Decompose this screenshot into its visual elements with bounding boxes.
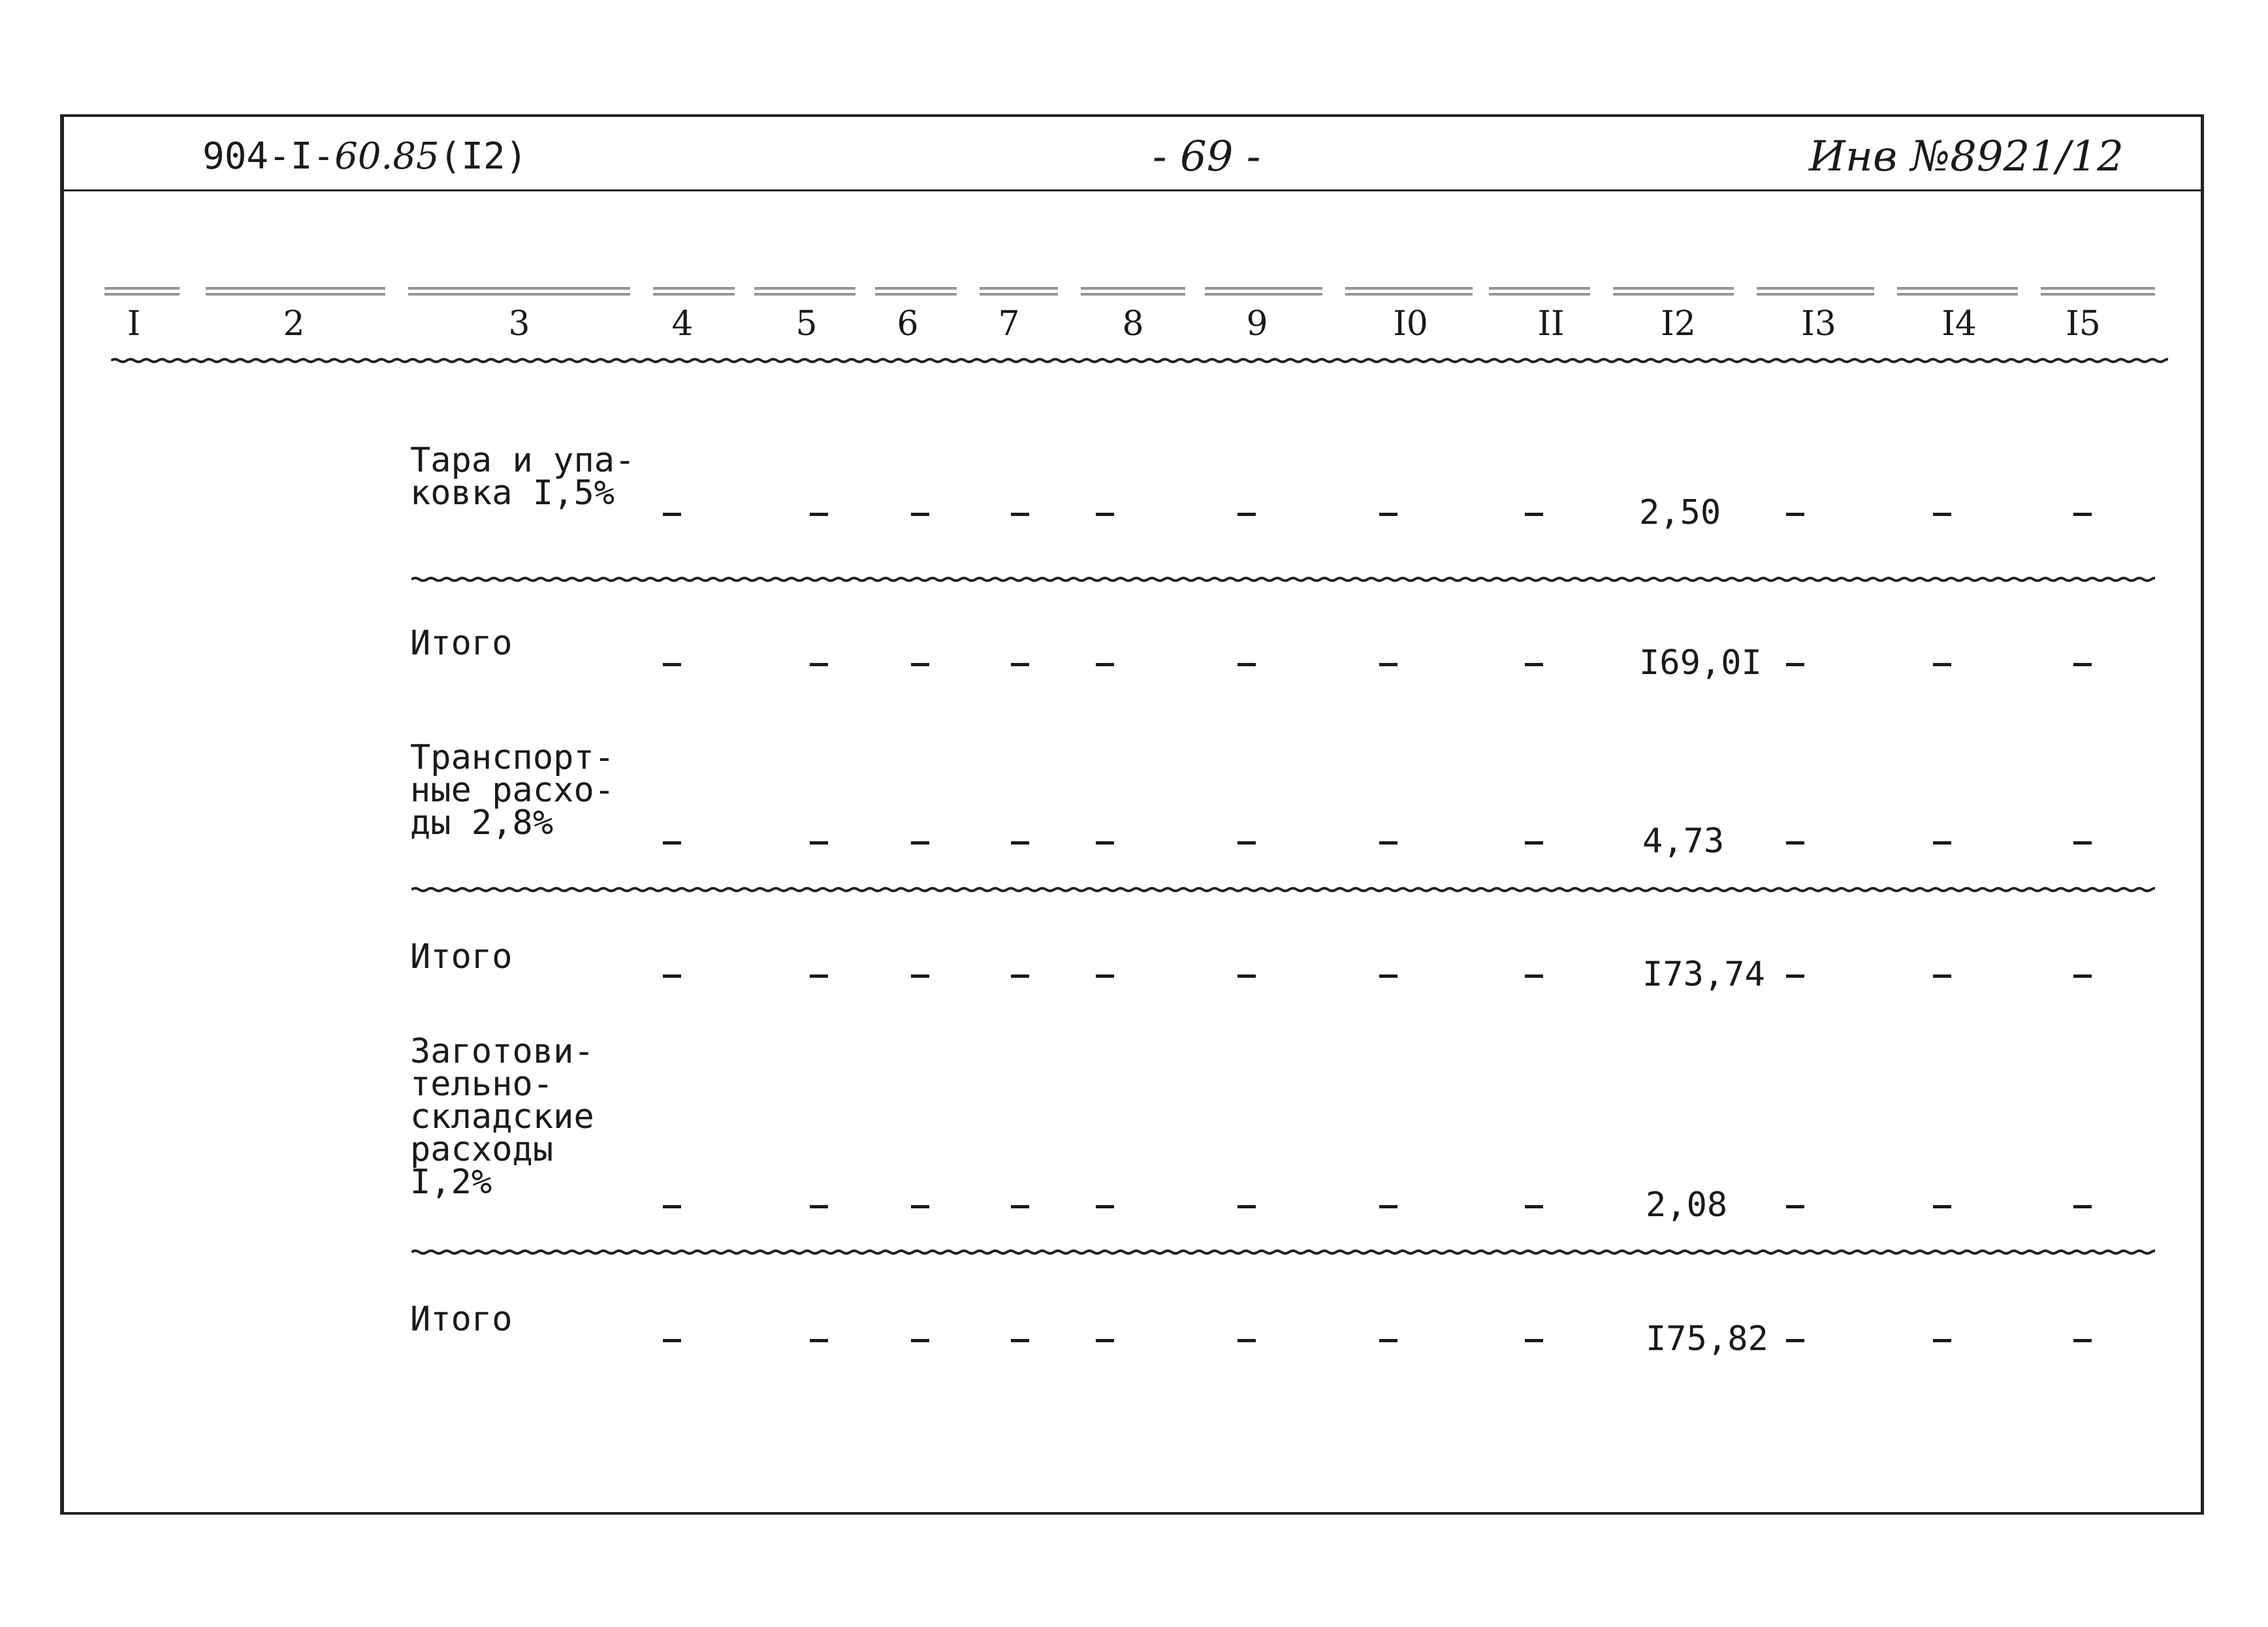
- empty-cell-dash: [1096, 841, 1114, 845]
- empty-cell-dash: [1011, 1205, 1029, 1208]
- cost-item-label: Заготови- тельно- складские расходы I,2%: [410, 1032, 594, 1202]
- empty-cell-dash: [1011, 1339, 1029, 1342]
- column-number: 5: [795, 304, 818, 344]
- empty-cell-dash: [810, 513, 828, 516]
- empty-cell-dash: [1379, 1205, 1398, 1208]
- column-header-rule: [1081, 287, 1185, 295]
- empty-cell-dash: [1238, 1205, 1256, 1208]
- empty-cell-dash: [1011, 975, 1029, 978]
- column-header-rule: [1897, 287, 2018, 295]
- empty-cell-dash: [1525, 1339, 1543, 1342]
- column-number: 7: [998, 304, 1020, 344]
- empty-cell-dash: [1933, 513, 1951, 516]
- cost-item-label: Тара и упа- ковка I,5%: [410, 441, 635, 513]
- total-label: Итого: [410, 624, 513, 663]
- empty-cell-dash: [1011, 841, 1029, 845]
- empty-cell-dash: [1379, 841, 1398, 845]
- empty-cell-dash: [2073, 975, 2092, 978]
- column-number: 4: [671, 304, 694, 344]
- empty-cell-dash: [1238, 1339, 1256, 1342]
- empty-cell-dash: [663, 663, 681, 666]
- column-header-rule: [2041, 287, 2155, 295]
- row-separator: [411, 885, 2155, 894]
- empty-cell-dash: [911, 1205, 929, 1208]
- empty-cell-dash: [810, 663, 828, 666]
- empty-cell-dash: [911, 513, 929, 516]
- column-number: 3: [508, 304, 530, 344]
- empty-cell-dash: [911, 841, 929, 845]
- empty-cell-dash: [2073, 1205, 2092, 1208]
- empty-cell-dash: [663, 1205, 681, 1208]
- column-number: I: [127, 304, 141, 344]
- empty-cell-dash: [1238, 975, 1256, 978]
- empty-cell-dash: [911, 1339, 929, 1342]
- empty-cell-dash: [1786, 663, 1804, 666]
- column-header-rule: [653, 287, 735, 295]
- column-number: II: [1537, 304, 1565, 344]
- empty-cell-dash: [1379, 1339, 1398, 1342]
- inventory-number: Инв №8921/12: [1809, 133, 2124, 181]
- total-label: Итого: [410, 937, 513, 976]
- empty-cell-dash: [1786, 1205, 1804, 1208]
- empty-cell-dash: [1096, 1339, 1114, 1342]
- empty-cell-dash: [810, 1205, 828, 1208]
- row-separator: [411, 575, 2155, 584]
- empty-cell-dash: [1525, 975, 1543, 978]
- row-separator: [411, 1248, 2155, 1257]
- column-number: 6: [897, 304, 919, 344]
- empty-cell-dash: [663, 975, 681, 978]
- column-header-rule: [104, 287, 180, 295]
- column-header-rule: [408, 287, 630, 295]
- column-header-rule: [1205, 287, 1322, 295]
- empty-cell-dash: [2073, 513, 2092, 516]
- empty-cell-dash: [1096, 663, 1114, 666]
- column-header-rule: [980, 287, 1058, 295]
- column-header-rule: [206, 287, 385, 295]
- empty-cell-dash: [1933, 1339, 1951, 1342]
- empty-cell-dash: [1011, 513, 1029, 516]
- empty-cell-dash: [1786, 841, 1804, 845]
- empty-cell-dash: [810, 841, 828, 845]
- empty-cell-dash: [1238, 513, 1256, 516]
- column-header-rule: [1345, 287, 1473, 295]
- empty-cell-dash: [1379, 513, 1398, 516]
- empty-cell-dash: [1933, 1205, 1951, 1208]
- empty-cell-dash: [1096, 1205, 1114, 1208]
- column-header-rule: [1489, 287, 1590, 295]
- column-number: I0: [1393, 304, 1428, 344]
- empty-cell-dash: [1786, 975, 1804, 978]
- empty-cell-dash: [1238, 841, 1256, 845]
- empty-cell-dash: [911, 663, 929, 666]
- empty-cell-dash: [1379, 975, 1398, 978]
- empty-cell-dash: [663, 1339, 681, 1342]
- column-header-underline: [111, 356, 2168, 365]
- cost-value-col-12: 2,08: [1646, 1185, 1728, 1225]
- cost-value-col-12: 4,73: [1642, 822, 1725, 861]
- empty-cell-dash: [1525, 513, 1543, 516]
- empty-cell-dash: [2073, 663, 2092, 666]
- column-number: 9: [1246, 304, 1268, 344]
- column-number: I3: [1801, 304, 1836, 344]
- empty-cell-dash: [1011, 663, 1029, 666]
- empty-cell-dash: [1525, 663, 1543, 666]
- header-divider: [60, 189, 2204, 191]
- empty-cell-dash: [1933, 841, 1951, 845]
- cost-value-col-12: 2,50: [1639, 493, 1721, 532]
- empty-cell-dash: [1525, 841, 1543, 845]
- document-code-suffix: (I2): [439, 135, 528, 178]
- document-code-handwritten: 60.85: [334, 135, 439, 178]
- cost-value-col-12: I75,82: [1646, 1319, 1768, 1359]
- cost-value-col-12: I69,0I: [1639, 643, 1762, 683]
- empty-cell-dash: [663, 513, 681, 516]
- column-number: I4: [1941, 304, 1977, 344]
- column-number: I5: [2066, 304, 2101, 344]
- empty-cell-dash: [663, 841, 681, 845]
- total-label: Итого: [410, 1300, 513, 1339]
- document-code: [202, 137, 527, 176]
- column-header-rule: [1613, 287, 1734, 295]
- cost-item-label: Транспорт- ные расхо- ды 2,8%: [410, 738, 615, 843]
- column-number: 2: [283, 304, 305, 344]
- empty-cell-dash: [1096, 513, 1114, 516]
- empty-cell-dash: [810, 975, 828, 978]
- column-header-rule: [1757, 287, 1874, 295]
- empty-cell-dash: [911, 975, 929, 978]
- column-number: I2: [1661, 304, 1696, 344]
- empty-cell-dash: [810, 1339, 828, 1342]
- empty-cell-dash: [2073, 1339, 2092, 1342]
- empty-cell-dash: [2073, 841, 2092, 845]
- empty-cell-dash: [1786, 1339, 1804, 1342]
- empty-cell-dash: [1933, 663, 1951, 666]
- page-number: - 69 -: [1153, 133, 1261, 181]
- document-code-printed: 904-I-: [202, 135, 335, 178]
- empty-cell-dash: [1379, 663, 1398, 666]
- column-number: 8: [1122, 304, 1144, 344]
- empty-cell-dash: [1525, 1205, 1543, 1208]
- empty-cell-dash: [1933, 975, 1951, 978]
- empty-cell-dash: [1786, 513, 1804, 516]
- empty-cell-dash: [1096, 975, 1114, 978]
- cost-value-col-12: I73,74: [1642, 955, 1765, 994]
- column-header-rule: [875, 287, 957, 295]
- column-header-rule: [754, 287, 855, 295]
- empty-cell-dash: [1238, 663, 1256, 666]
